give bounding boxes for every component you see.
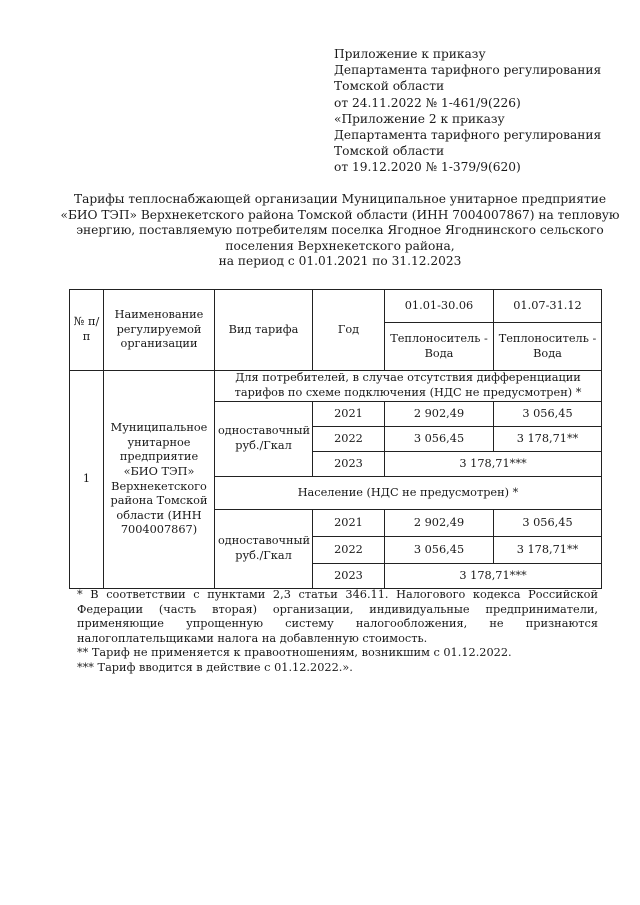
title-line: Тарифы теплоснабжающей организации Муниципальное унитарное предприятие bbox=[73, 192, 607, 206]
section-title: Население (НДС не предусмотрен) * bbox=[215, 477, 602, 510]
year-cell: 2022 bbox=[313, 427, 385, 452]
section-title: Для потребителей, в случае отсутствия дифференциации тарифов по схеме подключения (НДС не предусмотрен) * bbox=[215, 371, 602, 402]
header-carrier-1: Теплоноситель - Вода bbox=[385, 323, 494, 371]
appendix-line: от 24.11.2022 № 1-461/9(226) bbox=[334, 95, 521, 110]
tariff-value: 3 178,71** bbox=[494, 427, 602, 452]
tariff-value: 3 056,45 bbox=[385, 537, 494, 564]
document-title bbox=[60, 192, 620, 270]
header-tariff-type: Вид тарифа bbox=[215, 290, 313, 371]
header-num: № п/п bbox=[70, 290, 104, 371]
title-line: энергию, поставляемую потребителям поселка Ягодное Ягоднинского сельского bbox=[76, 223, 604, 238]
footnote-2: ** Тариф не применяется к правоотношениям, возникшим с 01.12.2022. bbox=[77, 646, 512, 660]
appendix-line: Томской области bbox=[334, 79, 445, 94]
appendix-line: Томской области bbox=[334, 144, 445, 159]
header-period-2: 01.07-31.12 bbox=[494, 290, 602, 323]
header-org: Наименование регулируемой организации bbox=[104, 290, 215, 371]
appendix-block bbox=[334, 46, 624, 176]
year-cell: 2022 bbox=[313, 537, 385, 564]
title-line: поселения Верхнекетского района, bbox=[225, 238, 455, 253]
tariff-value: 3 056,45 bbox=[494, 402, 602, 427]
tariff-value: 3 056,45 bbox=[494, 510, 602, 537]
tariff-value: 2 902,49 bbox=[385, 402, 494, 427]
header-period-1: 01.01-30.06 bbox=[385, 290, 494, 323]
appendix-line: Департамента тарифного регулирования bbox=[334, 128, 602, 143]
appendix-line: Приложение к приказу bbox=[334, 47, 486, 61]
tariff-value: 3 056,45 bbox=[385, 427, 494, 452]
tariff-value: 3 178,71** bbox=[494, 537, 602, 564]
tariff-value: 2 902,49 bbox=[385, 510, 494, 537]
tariff-value: 3 178,71*** bbox=[385, 564, 602, 589]
year-cell: 2021 bbox=[313, 402, 385, 427]
year-cell: 2023 bbox=[313, 452, 385, 477]
footnotes bbox=[77, 588, 598, 676]
appendix-line: от 19.12.2020 № 1-379/9(620) bbox=[334, 160, 521, 175]
title-line: «БИО ТЭП» Верхнекетского района Томской области (ИНН 7004007867) на тепловую bbox=[60, 207, 620, 222]
footnote-3: *** Тариф вводится в действие с 01.12.2022.». bbox=[77, 660, 353, 674]
year-cell: 2021 bbox=[313, 510, 385, 537]
tariff-type: одноставочный руб./Гкал bbox=[215, 510, 313, 589]
row-number: 1 bbox=[70, 371, 104, 589]
tariff-value: 3 178,71*** bbox=[385, 452, 602, 477]
appendix-line: Департамента тарифного регулирования bbox=[334, 63, 602, 78]
organization-name: Муниципальное унитарное предприятие «БИО ТЭП» Верхнекетского района Томской области (ИНН 7004007867) bbox=[104, 371, 215, 589]
tariff-type: одноставочный руб./Гкал bbox=[215, 402, 313, 477]
header-year: Год bbox=[313, 290, 385, 371]
year-cell: 2023 bbox=[313, 564, 385, 589]
title-line: на период с 01.01.2021 по 31.12.2023 bbox=[218, 254, 462, 269]
footnote-1: * В соответствии с пунктами 2,3 статьи 346.11. Налогового кодекса Российской Федерации (часть вторая) организации, индивидуальные предприниматели, применяющие упрощенную систему налогообложения, не признаются налогоплательщиками налога на добавленную стоимость. bbox=[77, 588, 598, 645]
tariff-table bbox=[69, 289, 602, 589]
header-carrier-2: Теплоноситель - Вода bbox=[494, 323, 602, 371]
appendix-line: «Приложение 2 к приказу bbox=[334, 111, 505, 126]
